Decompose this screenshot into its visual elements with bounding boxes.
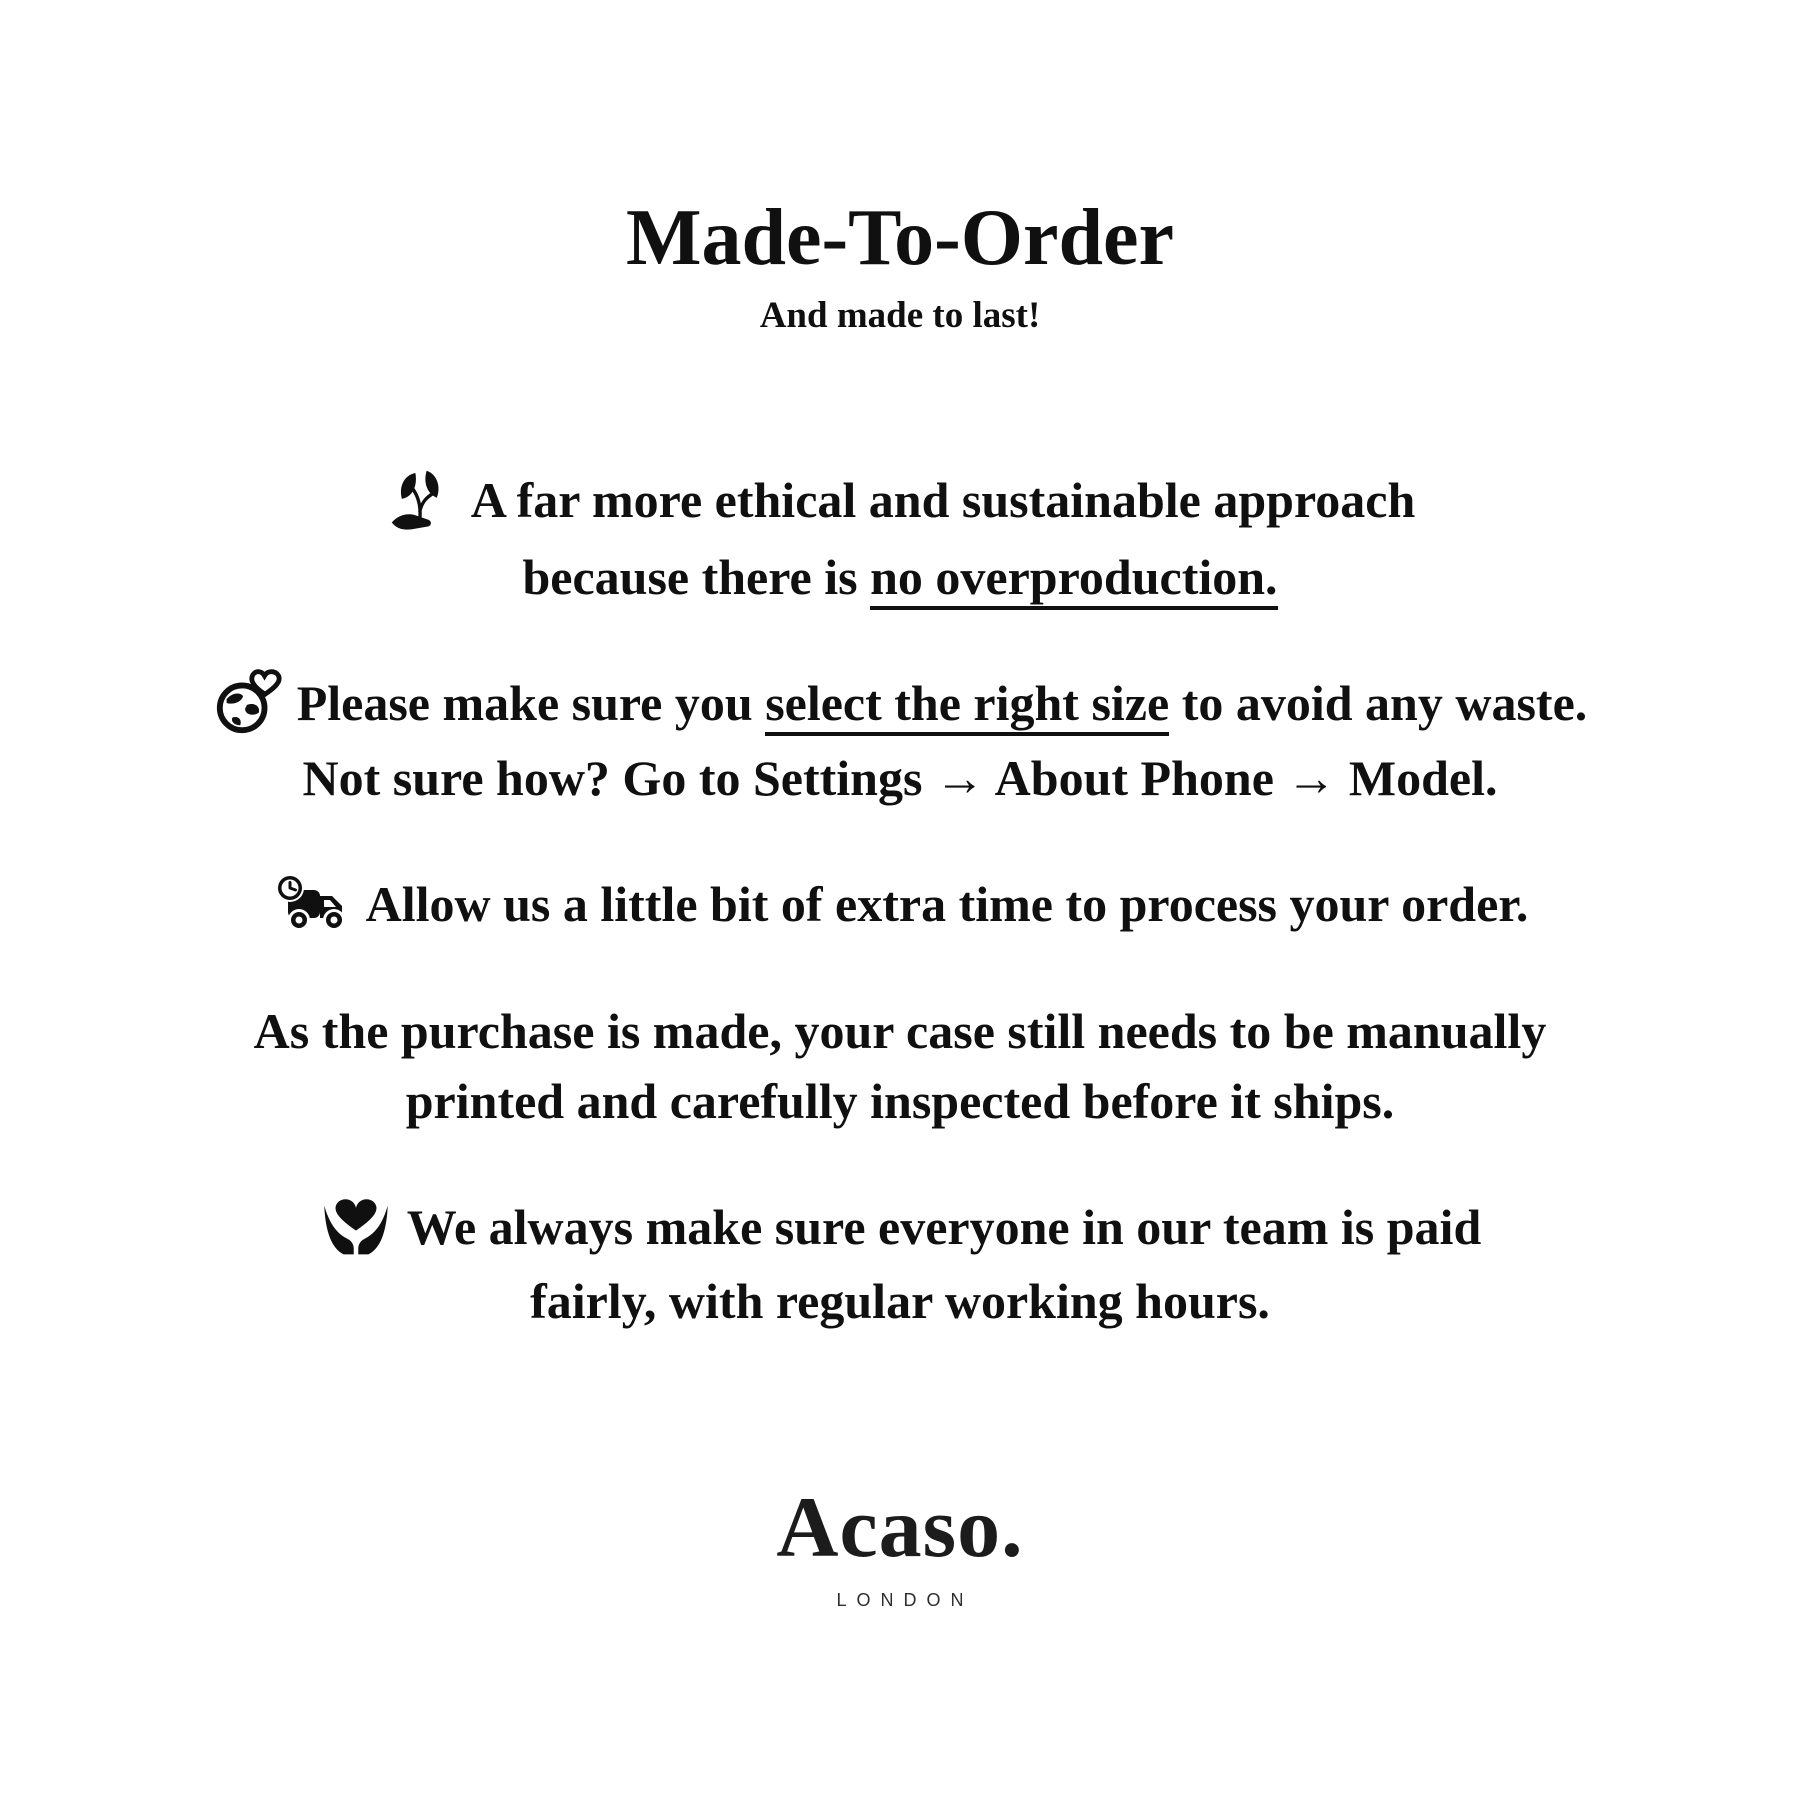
paragraph-text: because there is: [522, 548, 871, 605]
paragraph-text: Please make sure you: [296, 674, 766, 731]
paragraph-fair-pay: [50, 1192, 1750, 1337]
paragraph-text: printed and carefully inspected before it ships.: [405, 1072, 1395, 1129]
paragraph-text: We always make sure everyone in our team is paid: [406, 1198, 1482, 1255]
paragraph-manual-inspection: [50, 996, 1750, 1136]
delivery-truck-with-clock-icon: [272, 874, 352, 934]
paragraph-line: [50, 542, 1750, 612]
body-copy: [0, 465, 1800, 1336]
paragraph-text: to avoid any waste.: [1169, 674, 1588, 731]
page-subtitle: And made to last!: [759, 295, 1041, 336]
page-title: Made-To-Order: [625, 194, 1175, 282]
brand-city: LONDON: [836, 1590, 974, 1611]
underlined-text: no overproduction.: [870, 549, 1277, 610]
paragraph-sustainability: [50, 465, 1750, 612]
paragraph-size-selection: [50, 668, 1750, 814]
hands-holding-heart-icon: [319, 1192, 393, 1260]
paragraph-line: [50, 1192, 1750, 1267]
brand-name: Acaso.: [776, 1479, 1024, 1576]
paragraph-text: As the purchase is made, your case still needs to be manually: [253, 1002, 1547, 1059]
paragraph-line: [50, 1266, 1750, 1336]
brand-logo: [0, 1479, 1800, 1611]
paragraph-line: [50, 996, 1750, 1066]
paragraph-text: A far more ethical and sustainable approach: [470, 472, 1416, 528]
paragraph-text: fairly, with regular working hours.: [530, 1273, 1270, 1330]
paragraph-processing-time: [50, 869, 1750, 940]
seedling-in-hand-icon: [385, 464, 457, 536]
paragraph-text: Allow us a little bit of extra time to process your order.: [365, 876, 1529, 933]
underlined-text: select the right size: [765, 675, 1169, 736]
paragraph-line: [50, 668, 1750, 744]
globe-with-heart-icon: [213, 667, 283, 737]
paragraph-line: [50, 1066, 1750, 1136]
paragraph-line: [50, 465, 1750, 542]
paragraph-line: [50, 869, 1750, 940]
paragraph-text: Not sure how? Go to Settings → About Phone → Model.: [302, 750, 1498, 807]
paragraph-line: [50, 743, 1750, 813]
